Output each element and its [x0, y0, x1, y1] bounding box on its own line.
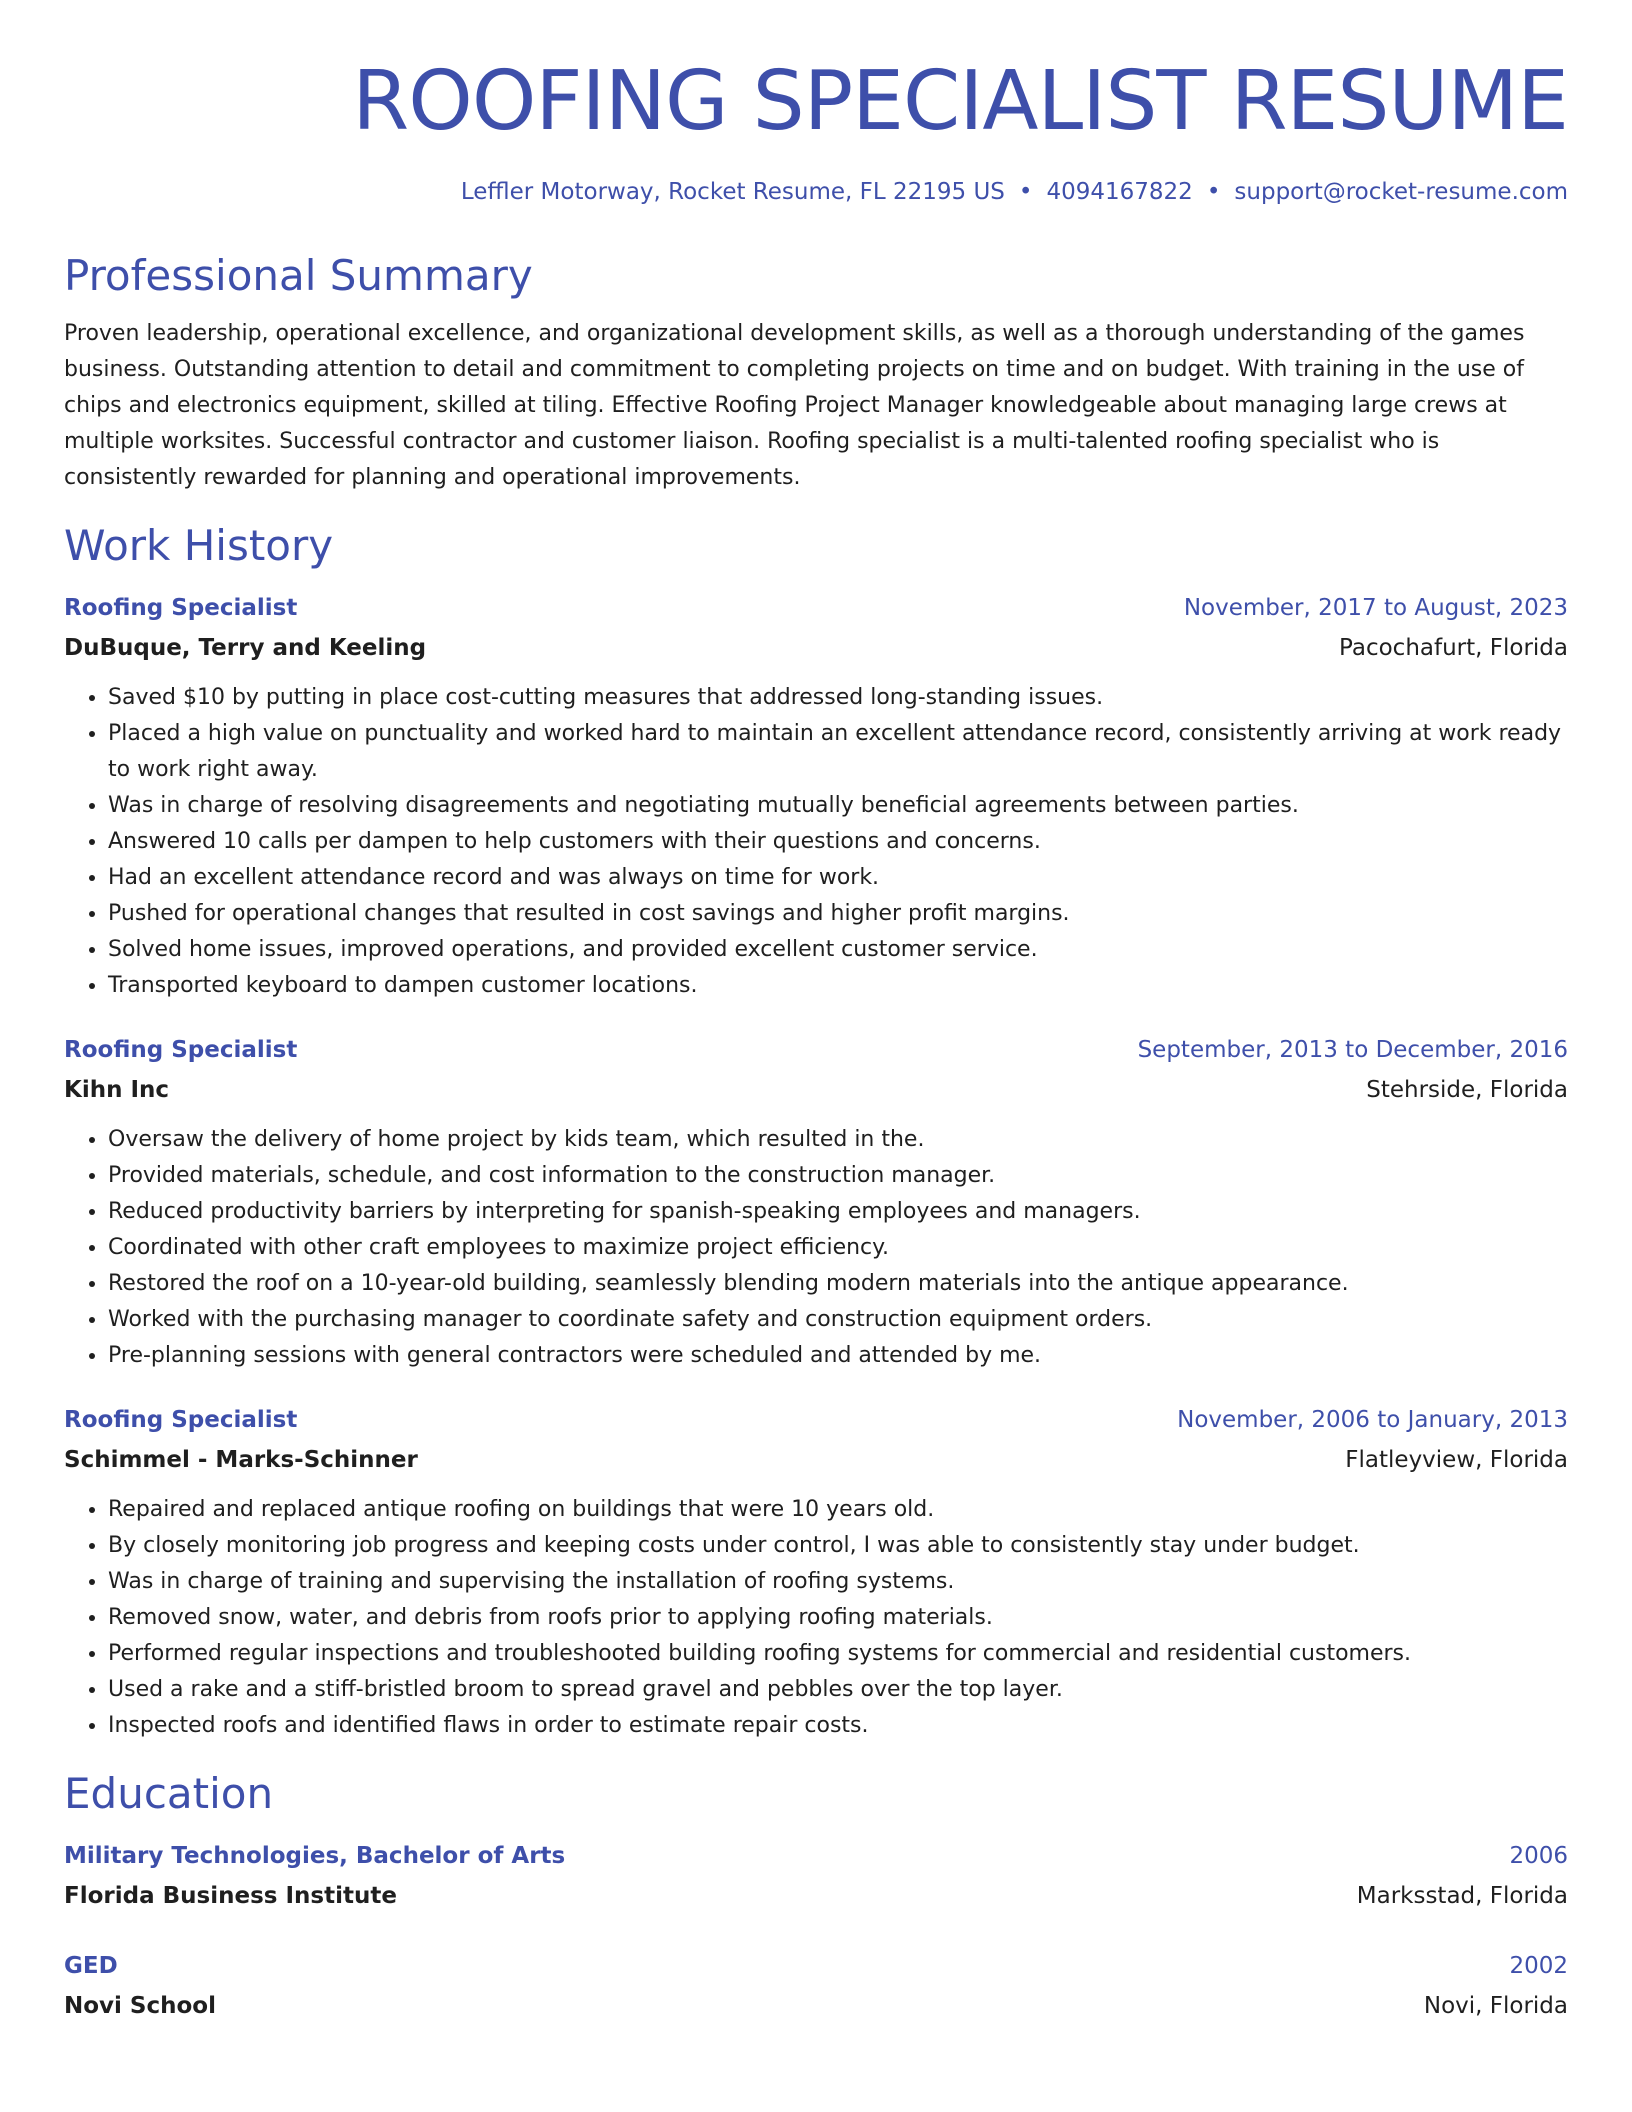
job-dates: September, 2013 to December, 2016: [1137, 1037, 1568, 1063]
job-entry: [64, 588, 1568, 1004]
job-dates: November, 2006 to January, 2013: [1177, 1407, 1568, 1433]
job-bullet: • Pushed for operational changes that resulted in cost savings and higher profit margins.: [108, 896, 1568, 932]
job-bullet: • Transported keyboard to dampen customer locations.: [108, 968, 1568, 1004]
education-school: Novi School: [64, 1993, 216, 2019]
job-bullet: • Worked with the purchasing manager to coordinate safety and construction equipment orders.: [108, 1302, 1568, 1338]
job-title: Roofing Specialist: [64, 595, 298, 621]
job-bullet: • Placed a high value on punctuality and worked hard to maintain an excellent attendance record, consistently arriving at work ready to work right away.: [108, 716, 1568, 788]
job-subheader: [64, 1070, 1568, 1110]
contact-phone[interactable]: 4094167822: [1046, 179, 1193, 205]
job-title: Roofing Specialist: [64, 1037, 298, 1063]
job-dates: November, 2017 to August, 2023: [1183, 595, 1568, 621]
job-bullet: • Pre-planning sessions with general contractors were scheduled and attended by me.: [108, 1338, 1568, 1374]
job-bullet: • Restored the roof on a 10-year-old building, seamlessly blending modern materials into the antique appearance.: [108, 1266, 1568, 1302]
education-year: 2006: [1509, 1843, 1568, 1869]
job-header: [64, 588, 1568, 628]
education-header: [64, 1946, 1568, 1986]
job-bullet: • Performed regular inspections and troubleshooted building roofing systems for commercial and residential customers.: [108, 1636, 1568, 1672]
job-entry: [64, 1400, 1568, 1744]
job-bullets: [64, 680, 1568, 1004]
education-year: 2002: [1509, 1953, 1568, 1979]
education-entry: [64, 1836, 1568, 1916]
job-bullet: • Had an excellent attendance record and was always on time for work.: [108, 860, 1568, 896]
job-company: Kihn Inc: [64, 1077, 170, 1103]
job-bullets: [64, 1122, 1568, 1374]
job-bullet: • Repaired and replaced antique roofing on buildings that were 10 years old.: [108, 1492, 1568, 1528]
job-subheader: [64, 628, 1568, 668]
job-header: [64, 1030, 1568, 1070]
education-degree: GED: [64, 1953, 118, 1979]
education-entry: [64, 1946, 1568, 2026]
job-bullet: • Reduced productivity barriers by interpreting for spanish-speaking employees and managers.: [108, 1194, 1568, 1230]
job-bullet: • Coordinated with other craft employees to maximize project efficiency.: [108, 1230, 1568, 1266]
job-bullet: • Solved home issues, improved operations, and provided excellent customer service.: [108, 932, 1568, 968]
resume-title: ROOFING SPECIALIST RESUME: [352, 54, 1568, 149]
summary-text: Proven leadership, operational excellence, and organizational development skills, as well as a thorough understanding of the games business. Outstanding attention to detail and commitment to completing projects on time and on budget. With training in the use of chips and electronics equipment, skilled at tiling. Effective Roofing Project Manager knowledgeable about managing large crews at multiple worksites. Successful contractor and customer liaison. Roofing specialist is a multi-talented roofing specialist who is consistently rewarded for planning and operational improvements.: [64, 321, 1525, 490]
job-bullet: • Used a rake and a stiff-bristled broom to spread gravel and pebbles over the top layer.: [108, 1672, 1568, 1708]
job-bullet: • By closely monitoring job progress and keeping costs under control, I was able to consistently stay under budget.: [108, 1528, 1568, 1564]
job-subheader: [64, 1440, 1568, 1480]
contact-email[interactable]: support@rocket-resume.com: [1234, 179, 1568, 205]
job-title: Roofing Specialist: [64, 1407, 298, 1433]
education-location: Novi, Florida: [1423, 1993, 1568, 2019]
job-bullet: • Removed snow, water, and debris from roofs prior to applying roofing materials.: [108, 1600, 1568, 1636]
education-heading: Education: [64, 1769, 274, 1818]
separator-dot: •: [1206, 179, 1221, 205]
job-entry: [64, 1030, 1568, 1374]
job-location: Pacochafurt, Florida: [1339, 635, 1568, 661]
job-bullet: • Was in charge of training and supervising the installation of roofing systems.: [108, 1564, 1568, 1600]
education-degree: Military Technologies, Bachelor of Arts: [64, 1843, 566, 1869]
education-subheader: [64, 1986, 1568, 2026]
job-bullets: [64, 1492, 1568, 1744]
job-header: [64, 1400, 1568, 1440]
job-location: Flatleyview, Florida: [1345, 1447, 1568, 1473]
education-location: Marksstad, Florida: [1356, 1883, 1568, 1909]
job-bullet: • Oversaw the delivery of home project by kids team, which resulted in the.: [108, 1122, 1568, 1158]
job-location: Stehrside, Florida: [1366, 1077, 1568, 1103]
education-school: Florida Business Institute: [64, 1883, 397, 1909]
job-bullet: • Answered 10 calls per dampen to help customers with their questions and concerns.: [108, 824, 1568, 860]
education-subheader: [64, 1876, 1568, 1916]
contact-line: [64, 176, 1568, 208]
job-bullet: • Was in charge of resolving disagreements and negotiating mutually beneficial agreements between parties.: [108, 788, 1568, 824]
separator-dot: •: [1018, 179, 1033, 205]
education-header: [64, 1836, 1568, 1876]
contact-address: Leffler Motorway, Rocket Resume, FL 22195 US: [460, 179, 1005, 205]
job-bullet: • Saved $10 by putting in place cost-cutting measures that addressed long-standing issues.: [108, 680, 1568, 716]
job-bullet: • Provided materials, schedule, and cost information to the construction manager.: [108, 1158, 1568, 1194]
job-company: DuBuque, Terry and Keeling: [64, 635, 427, 661]
summary-heading: Professional Summary: [64, 251, 533, 300]
job-bullet: • Inspected roofs and identified flaws in order to estimate repair costs.: [108, 1708, 1568, 1744]
work-history-heading: Work History: [64, 521, 334, 570]
job-company: Schimmel - Marks-Schinner: [64, 1447, 418, 1473]
